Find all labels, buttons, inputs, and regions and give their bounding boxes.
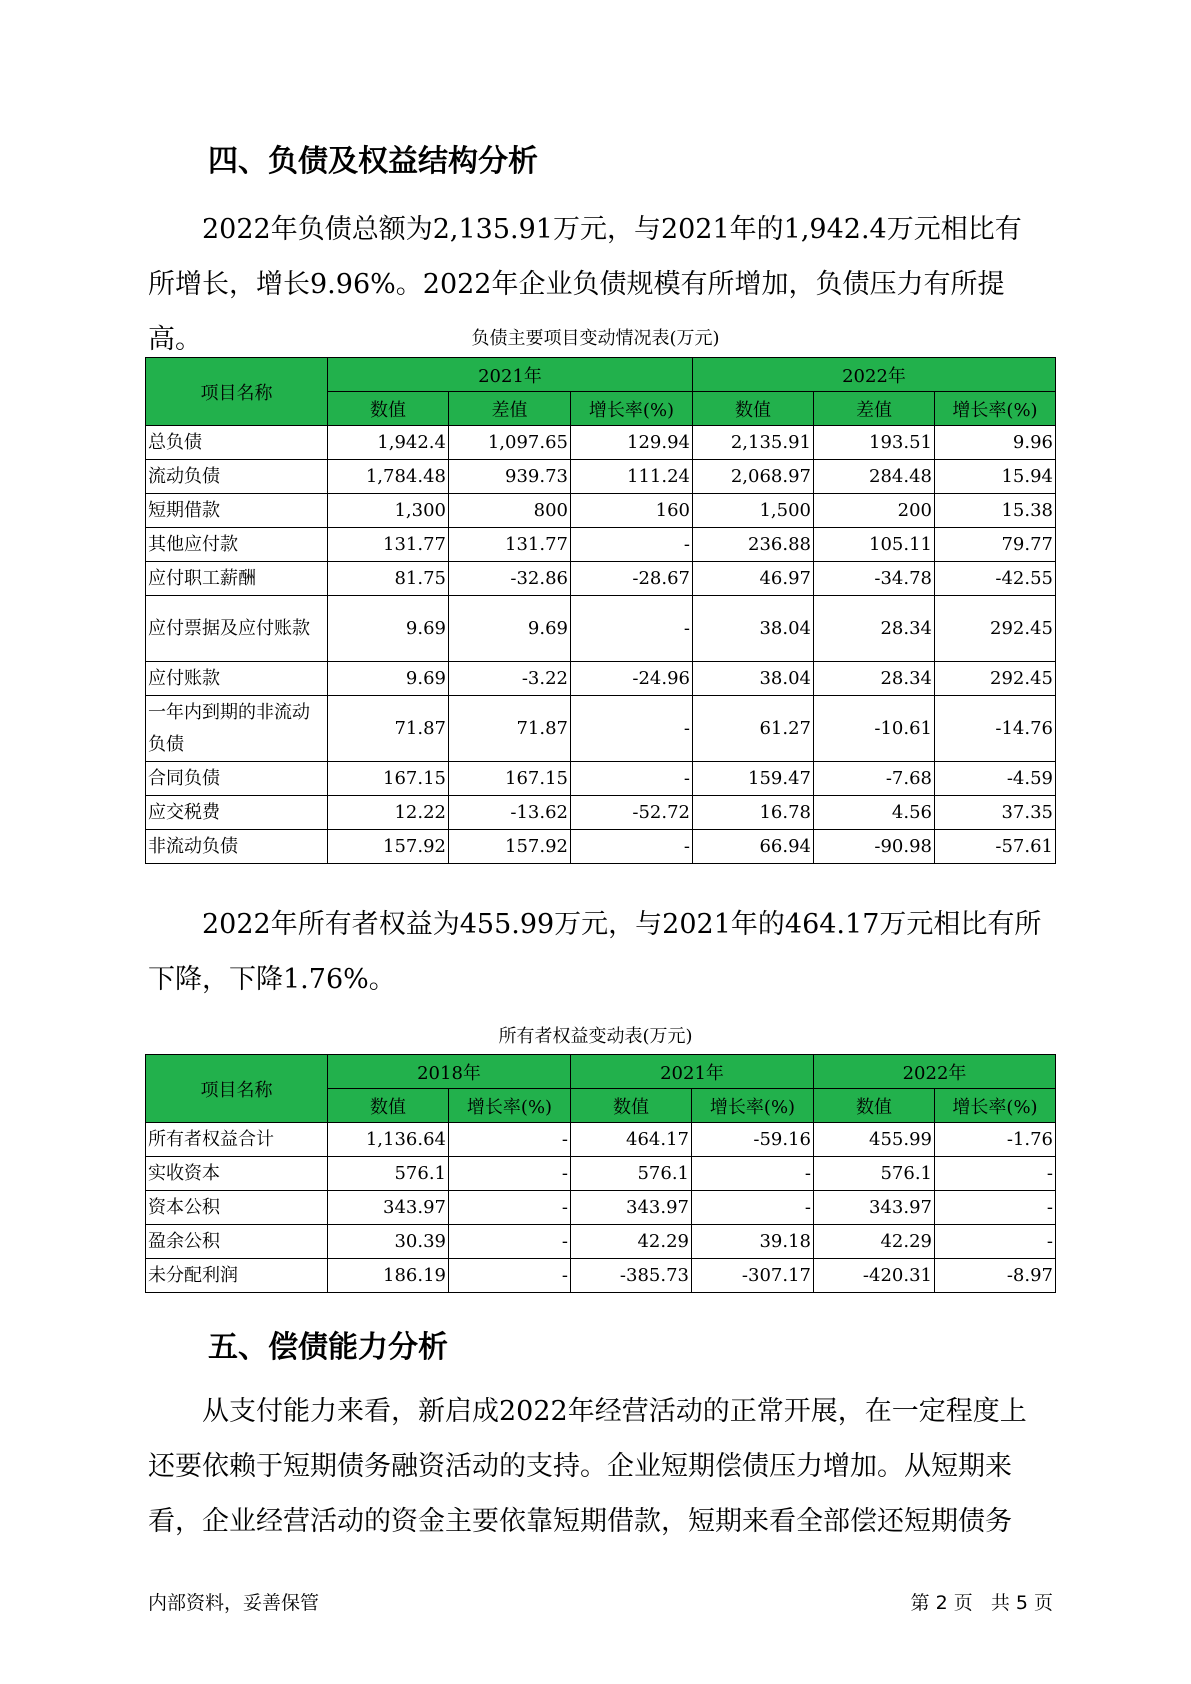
- col-value-header: 数值: [328, 1089, 449, 1123]
- cell-v2: 1,500: [693, 494, 814, 528]
- row-label: 流动负债: [146, 460, 328, 494]
- cell-v1: 1,136.64: [328, 1123, 449, 1157]
- cell-v3: 42.29: [814, 1225, 935, 1259]
- cell-r3: -8.97: [935, 1259, 1056, 1293]
- cell-r2: 39.18: [692, 1225, 814, 1259]
- col-value-header: 数值: [571, 1089, 692, 1123]
- table-row: [146, 696, 1056, 762]
- row-label: 总负债: [146, 426, 328, 460]
- row-label: 非流动负债: [146, 830, 328, 864]
- row-label: 所有者权益合计: [146, 1123, 328, 1157]
- cell-r1: -: [571, 596, 693, 662]
- cell-d2: 284.48: [814, 460, 935, 494]
- table-row: [146, 1191, 1056, 1225]
- cell-v2: 159.47: [693, 762, 814, 796]
- row-label: 短期借款: [146, 494, 328, 528]
- col-value-header: 数值: [328, 392, 449, 426]
- year-header-2021: 2021年: [571, 1055, 814, 1089]
- cell-r1: -: [571, 830, 693, 864]
- table-row: [146, 426, 1056, 460]
- cell-v2: 464.17: [571, 1123, 692, 1157]
- cell-r2: -4.59: [935, 762, 1056, 796]
- cell-v2: 61.27: [693, 696, 814, 762]
- footer-page-number: 第 2 页 共 5 页: [910, 1592, 1053, 1614]
- cell-v1: 343.97: [328, 1191, 449, 1225]
- table-row: [146, 596, 1056, 662]
- row-label: 应付职工薪酬: [146, 562, 328, 596]
- equity-table: [145, 1054, 1056, 1293]
- cell-r3: -: [935, 1225, 1056, 1259]
- liabilities-paragraph: 2022年负债总额为2,135.91万元，与2021年的1,942.4万元相比有所增长，增长9.96%。2022年企业负债规模有所增加，负债压力有所提高。: [148, 214, 1022, 355]
- cell-v3: -420.31: [814, 1259, 935, 1293]
- cell-r1: -: [449, 1157, 571, 1191]
- cell-r2: -42.55: [935, 562, 1056, 596]
- cell-v1: 12.22: [328, 796, 449, 830]
- cell-r1: -: [571, 762, 693, 796]
- cell-v1: 131.77: [328, 528, 449, 562]
- cell-r2: 79.77: [935, 528, 1056, 562]
- cell-v2: 42.29: [571, 1225, 692, 1259]
- col-rate-header: 增长率(%): [935, 1089, 1056, 1123]
- cell-r1: -24.96: [571, 662, 693, 696]
- cell-v1: 167.15: [328, 762, 449, 796]
- cell-r3: -: [935, 1191, 1056, 1225]
- section-heading-liabilities: 四、负债及权益结构分析: [208, 144, 538, 179]
- cell-v1: 157.92: [328, 830, 449, 864]
- cell-r2: 9.96: [935, 426, 1056, 460]
- cell-v1: 81.75: [328, 562, 449, 596]
- cell-r2: -: [692, 1157, 814, 1191]
- cell-d2: 28.34: [814, 662, 935, 696]
- row-label: 其他应付款: [146, 528, 328, 562]
- cell-r1: -: [449, 1259, 571, 1293]
- table-row: [146, 1157, 1056, 1191]
- cell-v3: 343.97: [814, 1191, 935, 1225]
- col-rate-header: 增长率(%): [935, 392, 1056, 426]
- cell-v3: 455.99: [814, 1123, 935, 1157]
- cell-v2: 46.97: [693, 562, 814, 596]
- cell-d2: 28.34: [814, 596, 935, 662]
- year-header-2022: 2022年: [693, 358, 1056, 392]
- cell-d1: 71.87: [449, 696, 571, 762]
- cell-d1: 9.69: [449, 596, 571, 662]
- cell-d2: -10.61: [814, 696, 935, 762]
- cell-r2: -307.17: [692, 1259, 814, 1293]
- row-label: 盈余公积: [146, 1225, 328, 1259]
- row-label: 未分配利润: [146, 1259, 328, 1293]
- col-value-header: 数值: [814, 1089, 935, 1123]
- table-row: [146, 494, 1056, 528]
- cell-r1: -: [571, 528, 693, 562]
- table-row: [146, 1259, 1056, 1293]
- cell-d2: 105.11: [814, 528, 935, 562]
- cell-v2: 2,068.97: [693, 460, 814, 494]
- footer-confidential-note: 内部资料，妥善保管: [148, 1592, 320, 1614]
- row-label: 资本公积: [146, 1191, 328, 1225]
- cell-r1: -52.72: [571, 796, 693, 830]
- cell-r1: -28.67: [571, 562, 693, 596]
- cell-r1: 111.24: [571, 460, 693, 494]
- cell-r1: -: [571, 696, 693, 762]
- col-value-header: 数值: [693, 392, 814, 426]
- equity-paragraph: 2022年所有者权益为455.99万元，与2021年的464.17万元相比有所下降，下降1.76%。: [148, 909, 1042, 995]
- cell-v1: 9.69: [328, 596, 449, 662]
- liabilities-table: [145, 357, 1056, 864]
- cell-r2: 292.45: [935, 662, 1056, 696]
- cell-v2: 66.94: [693, 830, 814, 864]
- row-label: 合同负债: [146, 762, 328, 796]
- cell-d2: -90.98: [814, 830, 935, 864]
- cell-v2: 236.88: [693, 528, 814, 562]
- cell-d1: 1,097.65: [449, 426, 571, 460]
- cell-d1: -3.22: [449, 662, 571, 696]
- cell-r3: -: [935, 1157, 1056, 1191]
- cell-r2: -57.61: [935, 830, 1056, 864]
- cell-r2: 15.38: [935, 494, 1056, 528]
- cell-d1: 167.15: [449, 762, 571, 796]
- cell-v1: 576.1: [328, 1157, 449, 1191]
- cell-r1: 129.94: [571, 426, 693, 460]
- cell-r2: 37.35: [935, 796, 1056, 830]
- cell-d2: -7.68: [814, 762, 935, 796]
- cell-v1: 186.19: [328, 1259, 449, 1293]
- cell-v2: 2,135.91: [693, 426, 814, 460]
- cell-d2: 4.56: [814, 796, 935, 830]
- cell-v2: 38.04: [693, 662, 814, 696]
- cell-r1: 160: [571, 494, 693, 528]
- cell-v2: -385.73: [571, 1259, 692, 1293]
- cell-v1: 71.87: [328, 696, 449, 762]
- row-label: 应付账款: [146, 662, 328, 696]
- col-rate-header: 增长率(%): [692, 1089, 814, 1123]
- col-rate-header: 增长率(%): [571, 392, 693, 426]
- cell-d1: 800: [449, 494, 571, 528]
- cell-v1: 9.69: [328, 662, 449, 696]
- cell-r2: 292.45: [935, 596, 1056, 662]
- cell-d1: 939.73: [449, 460, 571, 494]
- cell-r3: -1.76: [935, 1123, 1056, 1157]
- cell-v1: 1,300: [328, 494, 449, 528]
- liabilities-table-caption: 负债主要项目变动情况表(万元): [471, 328, 720, 349]
- cell-d2: -34.78: [814, 562, 935, 596]
- cell-v1: 30.39: [328, 1225, 449, 1259]
- col-diff-header: 差值: [449, 392, 571, 426]
- year-header-2018: 2018年: [328, 1055, 571, 1089]
- cell-d2: 193.51: [814, 426, 935, 460]
- solvency-paragraph: 从支付能力来看，新启成2022年经营活动的正常开展，在一定程度上还要依赖于短期债务融资活动的支持。企业短期偿债压力增加。从短期来看，企业经营活动的资金主要依靠短期借款，短期来看全部偿还短期债务: [148, 1396, 1027, 1537]
- cell-r2: -14.76: [935, 696, 1056, 762]
- cell-v3: 576.1: [814, 1157, 935, 1191]
- item-name-header: 项目名称: [146, 358, 328, 426]
- cell-r2: 15.94: [935, 460, 1056, 494]
- cell-d1: -32.86: [449, 562, 571, 596]
- row-label: 一年内到期的非流动负债: [146, 696, 328, 762]
- year-header-2022: 2022年: [814, 1055, 1056, 1089]
- cell-d1: -13.62: [449, 796, 571, 830]
- cell-v2: 38.04: [693, 596, 814, 662]
- row-label: 实收资本: [146, 1157, 328, 1191]
- cell-d1: 131.77: [449, 528, 571, 562]
- table-row: [146, 796, 1056, 830]
- item-name-header: 项目名称: [146, 1055, 328, 1123]
- col-diff-header: 差值: [814, 392, 935, 426]
- table-row: [146, 1225, 1056, 1259]
- cell-v1: 1,784.48: [328, 460, 449, 494]
- section-heading-solvency: 五、偿债能力分析: [208, 1330, 448, 1365]
- table-row: [146, 1123, 1056, 1157]
- col-rate-header: 增长率(%): [449, 1089, 571, 1123]
- table-row: [146, 662, 1056, 696]
- row-label: 应交税费: [146, 796, 328, 830]
- cell-r2: -: [692, 1191, 814, 1225]
- cell-r1: -: [449, 1191, 571, 1225]
- cell-r1: -: [449, 1225, 571, 1259]
- table-row: [146, 460, 1056, 494]
- table-row: [146, 762, 1056, 796]
- year-header-2021: 2021年: [328, 358, 693, 392]
- cell-r1: -: [449, 1123, 571, 1157]
- cell-v2: 343.97: [571, 1191, 692, 1225]
- row-label: 应付票据及应付账款: [146, 596, 328, 662]
- equity-table-caption: 所有者权益变动表(万元): [498, 1026, 693, 1047]
- cell-r2: -59.16: [692, 1123, 814, 1157]
- cell-d1: 157.92: [449, 830, 571, 864]
- table-row: [146, 562, 1056, 596]
- table-row: [146, 528, 1056, 562]
- cell-v1: 1,942.4: [328, 426, 449, 460]
- cell-v2: 576.1: [571, 1157, 692, 1191]
- table-row: [146, 830, 1056, 864]
- cell-v2: 16.78: [693, 796, 814, 830]
- cell-d2: 200: [814, 494, 935, 528]
